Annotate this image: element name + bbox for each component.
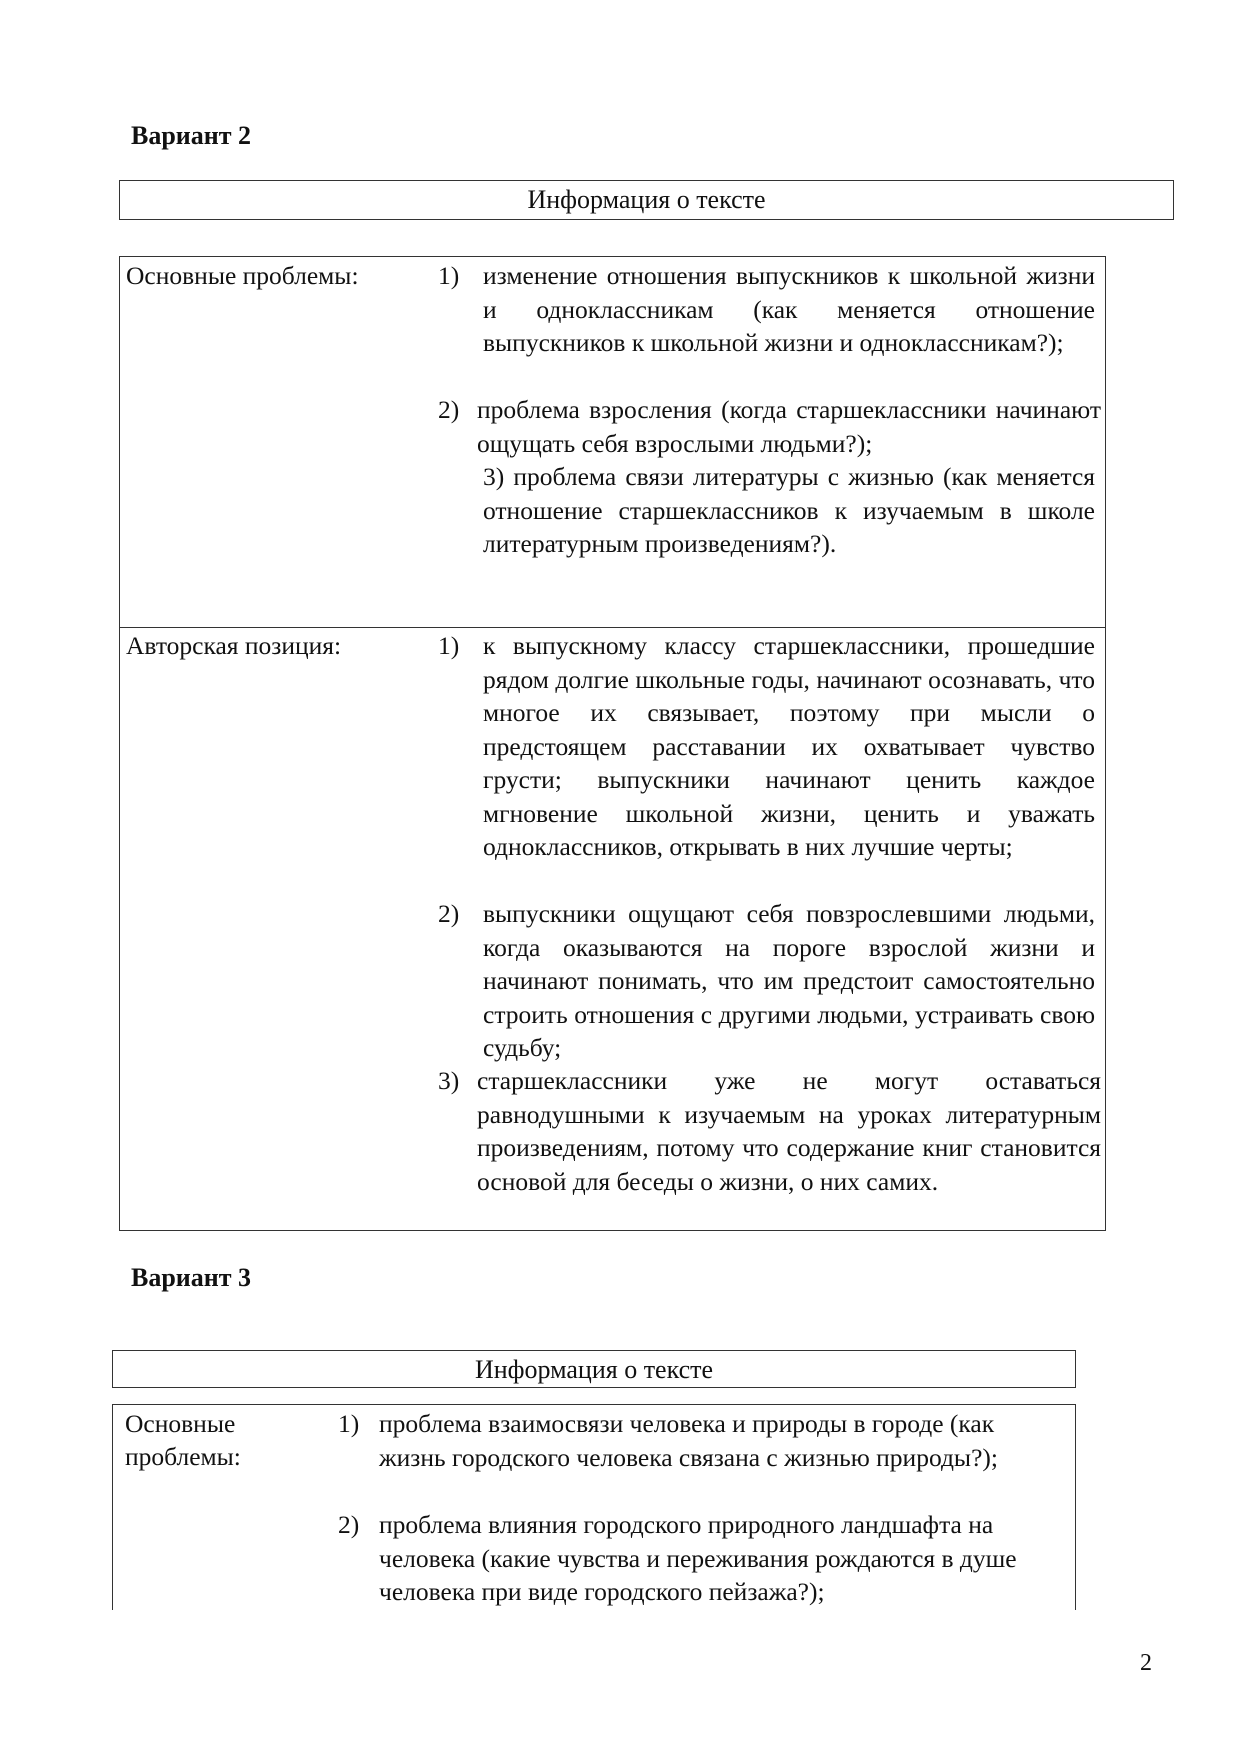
v3-problem-2-text: проблема влияния городского природного ландшафта на человека (какие чувства и переживания рождаются в душе человека при виде городского пейзажа?); — [379, 1510, 1017, 1606]
problem-1-text: изменение отношения выпускников к школьной жизни и одноклассникам (как меняется отношение выпускников к школьной жизни и одноклассникам?); — [483, 261, 1095, 357]
page-number: 2 — [1140, 1650, 1152, 1676]
author-position-label: Авторская позиция: — [126, 631, 342, 660]
v3-problem-1-text: проблема взаимосвязи человека и природы в городе (как жизнь городского человека связана с жизнью природы?); — [379, 1409, 998, 1472]
variant-3-title: Вариант 3 — [131, 1263, 252, 1292]
v3-problem-2-number: 2) — [338, 1510, 360, 1539]
problems-label: Основные проблемы: — [126, 261, 359, 290]
problems-label-line-2: проблемы: — [125, 1442, 241, 1471]
problems-label-line-1: Основные — [125, 1409, 236, 1438]
v3-problem-1-number: 1) — [338, 1409, 360, 1438]
position-3-text: старшеклассники уже не могут оставаться равнодушными к изучаемым на уроках литературным произведениям, потому что содержание книг становится основой для беседы о жизни, о них самих. — [477, 1066, 1101, 1196]
variant-2-info-header: Информация о тексте — [119, 180, 1174, 220]
position-1-text: к выпускному классу старшеклассники, прошедшие рядом долгие школьные годы, начинают осознавать, что многое их связывает, поэтому при мысли о предстоящем расставании их охватывает чувство грусти; выпускники начинают ценить каждое мгновение школьной жизни, ценить и уважать одноклассников, открывать в них лучшие черты; — [483, 631, 1095, 861]
position-3-number: 3) — [438, 1066, 460, 1095]
position-2-number: 2) — [438, 899, 460, 928]
author-position-row — [120, 627, 1105, 1230]
variant-3-table — [112, 1404, 1076, 1610]
problem-3-text: 3) проблема связи литературы с жизнью (как меняется отношение старшеклассников к изучаемым в школе литературным произведениям?). — [483, 462, 1095, 558]
variant-2-title: Вариант 2 — [131, 121, 252, 150]
problems-row — [120, 257, 1105, 628]
variant-3-info-header: Информация о тексте — [112, 1350, 1076, 1388]
position-1-number: 1) — [438, 631, 460, 660]
problem-1-number: 1) — [438, 261, 460, 290]
problem-2-number: 2) — [438, 395, 460, 424]
variant-2-table — [119, 256, 1106, 1231]
problem-2-text: проблема взросления (когда старшеклассники начинают ощущать себя взрослыми людьми?); — [477, 395, 1101, 458]
position-2-text: выпускники ощущают себя повзрослевшими людьми, когда оказываются на пороге взрослой жизни и начинают понимать, что им предстоит самостоятельно строить отношения с другими людьми, устраивать свою судьбу; — [483, 899, 1095, 1062]
